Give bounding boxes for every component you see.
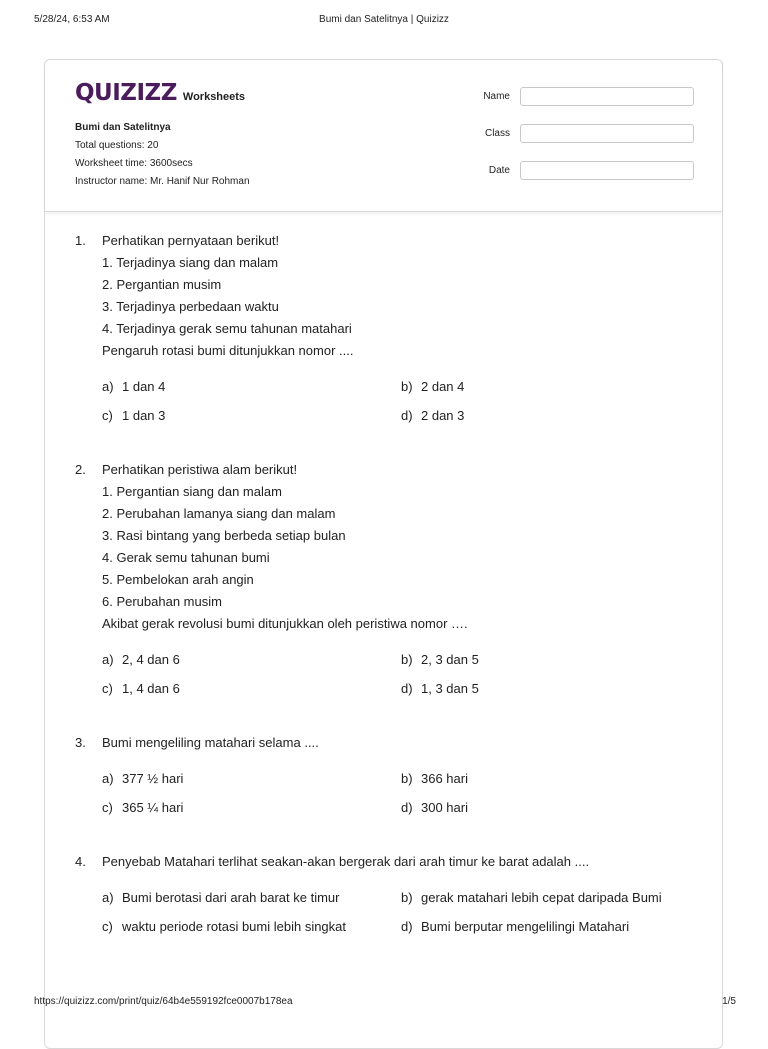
option-b [401,887,701,909]
option-letter: d) [401,408,413,423]
worksheet-meta [75,119,250,191]
option-text: 2 dan 3 [421,408,465,423]
option-text: 2 dan 4 [421,379,465,394]
quizizz-logo [75,80,245,106]
question-number: 4. [75,854,86,869]
option-letter: b) [401,652,413,667]
option-text: waktu periode rotasi bumi lebih singkat [122,919,347,934]
option-text: Bumi berotasi dari arah barat ke timur [122,890,340,905]
option-letter: a) [102,890,114,905]
option-c [102,678,401,700]
option-letter: d) [401,681,413,696]
option-text: 366 hari [421,771,468,786]
option-text: 377 ½ hari [122,771,184,786]
name-input[interactable] [520,87,694,106]
option-d [401,916,701,938]
question-number: 3. [75,735,86,750]
date-label: Date [488,165,510,176]
question-text [102,230,695,362]
option-a [102,376,401,398]
answer-options [102,887,695,938]
option-text: 2, 3 dan 5 [421,652,479,667]
question-text [102,732,695,754]
option-letter: d) [401,919,413,934]
option-b [401,768,701,790]
name-field [455,87,694,106]
print-page-title: Bumi dan Satelitnya | Quizizz [319,14,449,25]
answer-options [102,768,695,819]
worksheet-header [45,60,722,212]
option-letter: a) [102,652,114,667]
option-c [102,916,401,938]
question-text [102,851,695,873]
class-input[interactable] [520,124,694,143]
date-field [455,161,694,180]
question-line: Penyebab Matahari terlihat seakan-akan bergerak dari arah timur ke barat adalah .... [102,854,590,869]
option-b [401,376,701,398]
class-field [455,124,694,143]
logo-subtitle: Worksheets [182,91,246,103]
question-number: 2. [75,462,86,477]
option-text: 2, 4 dan 6 [122,652,180,667]
question-line: 4. Gerak semu tahunan bumi [102,550,270,565]
option-letter: b) [401,379,413,394]
option-letter: c) [102,681,113,696]
option-text: 1, 4 dan 6 [122,681,180,696]
logo-wordmark: QUIZIZZ [75,80,177,106]
option-letter: d) [401,800,413,815]
question-4 [75,851,695,938]
option-letter: c) [102,800,113,815]
question-line: 2. Pergantian musim [102,277,222,292]
option-c [102,405,401,427]
option-letter: c) [102,919,113,934]
option-letter: a) [102,379,114,394]
option-d [401,797,701,819]
option-text: 1, 3 dan 5 [421,681,479,696]
question-line: Bumi mengeliling matahari selama .... [102,735,319,750]
class-label: Class [484,128,510,139]
question-line: Pengaruh rotasi bumi ditunjukkan nomor .... [102,343,354,358]
option-text: 365 ¼ hari [122,800,184,815]
question-line: Perhatikan peristiwa alam berikut! [102,462,298,477]
date-input[interactable] [520,161,694,180]
page-number: 1/5 [722,996,736,1007]
instructor-name: Instructor name: Mr. Hanif Nur Rohman [75,176,250,187]
option-b [401,649,701,671]
option-letter: c) [102,408,113,423]
question-line: 4. Terjadinya gerak semu tahunan matahari [102,321,352,336]
total-questions: Total questions: 20 [75,140,159,151]
option-text: 1 dan 3 [122,408,166,423]
question-line: 3. Terjadinya perbedaan waktu [102,299,279,314]
option-a [102,768,401,790]
question-line: 1. Pergantian siang dan malam [102,484,282,499]
print-datetime: 5/28/24, 6:53 AM [34,14,110,25]
option-text: Bumi berputar mengelilingi Matahari [421,919,630,934]
option-c [102,797,401,819]
question-line: 6. Perubahan musim [102,594,222,609]
option-letter: b) [401,890,413,905]
option-text: 300 hari [421,800,468,815]
print-url: https://quizizz.com/print/quiz/64b4e559192fce0007b178ea [34,996,293,1007]
question-line: 2. Perubahan lamanya siang dan malam [102,506,336,521]
question-text [102,459,695,635]
question-line: Perhatikan pernyataan berikut! [102,233,280,248]
option-a [102,887,401,909]
option-letter: b) [401,771,413,786]
question-line: 3. Rasi bintang yang berbeda setiap bulan [102,528,346,543]
question-number: 1. [75,233,86,248]
question-list [75,230,695,970]
question-line: 5. Pembelokan arah angin [102,572,254,587]
worksheet-time: Worksheet time: 3600secs [75,158,193,169]
option-text: 1 dan 4 [122,379,166,394]
option-d [401,405,701,427]
question-line: 1. Terjadinya siang dan malam [102,255,279,270]
option-d [401,678,701,700]
question-2 [75,459,695,700]
answer-options [102,649,695,700]
worksheet-card [44,59,723,1049]
question-line: Akibat gerak revolusi bumi ditunjukkan oleh peristiwa nomor …. [102,616,468,631]
answer-options [102,376,695,427]
question-1 [75,230,695,427]
option-a [102,649,401,671]
option-text: gerak matahari lebih cepat daripada Bumi [421,890,662,905]
worksheet-title: Bumi dan Satelitnya [75,122,171,133]
question-3 [75,732,695,819]
name-label: Name [483,91,510,102]
option-letter: a) [102,771,114,786]
